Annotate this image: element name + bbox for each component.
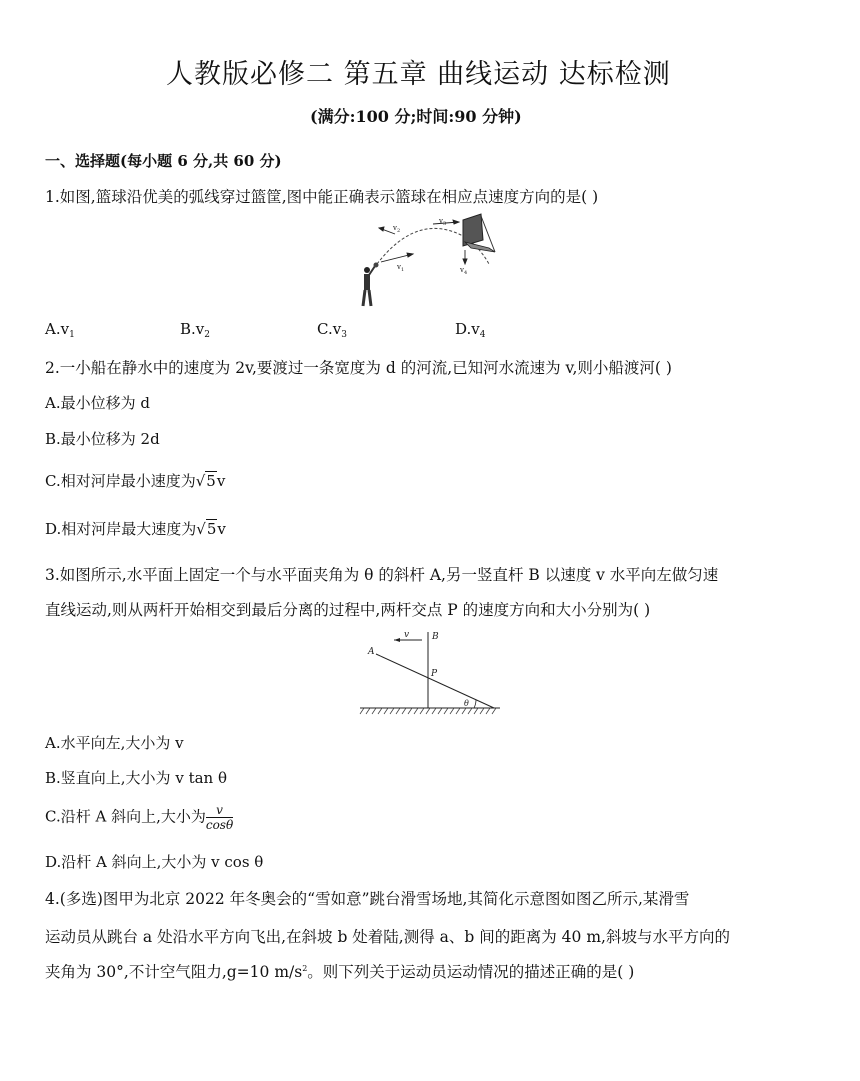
page-title: 人教版必修二 第五章 曲线运动 达标检测 xyxy=(166,59,671,90)
q1-option-b: $B.v_2$ xyxy=(180,320,211,340)
question-4-line-3: 夹角为 30°,不计空气阻力,g=10 $m/s^2$。则下列关于运动员运动情况的描述正确的是( ) xyxy=(45,963,635,981)
svg-text:4: 4 xyxy=(464,270,468,276)
label-theta: θ xyxy=(464,699,469,708)
q3-option-a: A.水平向左,大小为 v xyxy=(45,734,184,752)
section-heading-choice: 一、选择题(每小题 6 分,共 60 分) xyxy=(45,152,282,170)
rods-intersection-figure xyxy=(358,628,503,718)
question-3-stem-line-2: 直线运动,则从两杆开始相交到最后分离的过程中,两杆交点 P 的速度方向和大小分别为( ) xyxy=(45,601,651,619)
q2-option-a: A.最小位移为 d xyxy=(45,394,150,412)
q2-option-d: D.相对河岸最大速度为√5v xyxy=(45,520,226,538)
q2-option-b: B.最小位移为 2d xyxy=(45,430,160,448)
svg-text:1: 1 xyxy=(401,267,405,273)
label-v3: v xyxy=(439,217,443,225)
player-figure xyxy=(363,263,379,307)
question-4-line-1: 4.(多选)图甲为北京 2022 年冬奥会的“雪如意”跳台滑雪场地,其简化示意图如图乙所示,某滑雪 xyxy=(45,890,690,908)
fraction-v-over-cos: $\frac{v}{\cos\theta}$ xyxy=(205,803,234,832)
question-3-stem-line-1: 3.如图所示,水平面上固定一个与水平面夹角为 θ 的斜杆 A,另一竖直杆 B 以速度 v 水平向左做匀速 xyxy=(45,566,719,584)
question-1-stem: 1.如图,篮球沿优美的弧线穿过篮筐,图中能正确表示篮球在相应点速度方向的是( ) xyxy=(45,188,599,206)
label-v2: v xyxy=(393,224,397,232)
svg-text:2: 2 xyxy=(397,228,401,234)
q2-option-c: C.相对河岸最小速度为√5v xyxy=(45,472,226,490)
svg-text:3: 3 xyxy=(443,221,447,227)
label-v: v xyxy=(404,630,410,640)
q1-option-c: $C.v_3$ xyxy=(317,320,347,340)
q1-option-a: $A.v_1$ xyxy=(45,320,75,340)
q3-option-c: C.沿杆 A 斜向上,大小为 $\frac{v}{\cos\theta}$ xyxy=(45,803,234,832)
rod-a xyxy=(376,654,494,708)
backboard xyxy=(463,214,483,246)
label-b: B xyxy=(432,632,439,642)
q3-option-b: B.竖直向上,大小为 v tan θ xyxy=(45,769,228,787)
question-4-line-2: 运动员从跳台 a 处沿水平方向飞出,在斜坡 b 处着陆,测得 a、b 间的距离为 40 m,斜坡与水平方向的 xyxy=(45,928,730,946)
question-2-stem: 2.一小船在静水中的速度为 2v,要渡过一条宽度为 d 的河流,已知河水流速为 v,则小船渡河( ) xyxy=(45,359,672,377)
label-v1: v xyxy=(397,263,401,271)
page-subtitle: (满分:100 分;时间:90 分钟) xyxy=(310,107,522,126)
q1-option-d: $D.v_4$ xyxy=(455,320,486,340)
label-p: P xyxy=(431,669,438,679)
q3-option-d: D.沿杆 A 斜向上,大小为 v cos θ xyxy=(45,853,264,871)
label-v4: v xyxy=(460,266,464,274)
basketball-trajectory-figure xyxy=(355,212,505,312)
label-a: A xyxy=(368,647,375,657)
